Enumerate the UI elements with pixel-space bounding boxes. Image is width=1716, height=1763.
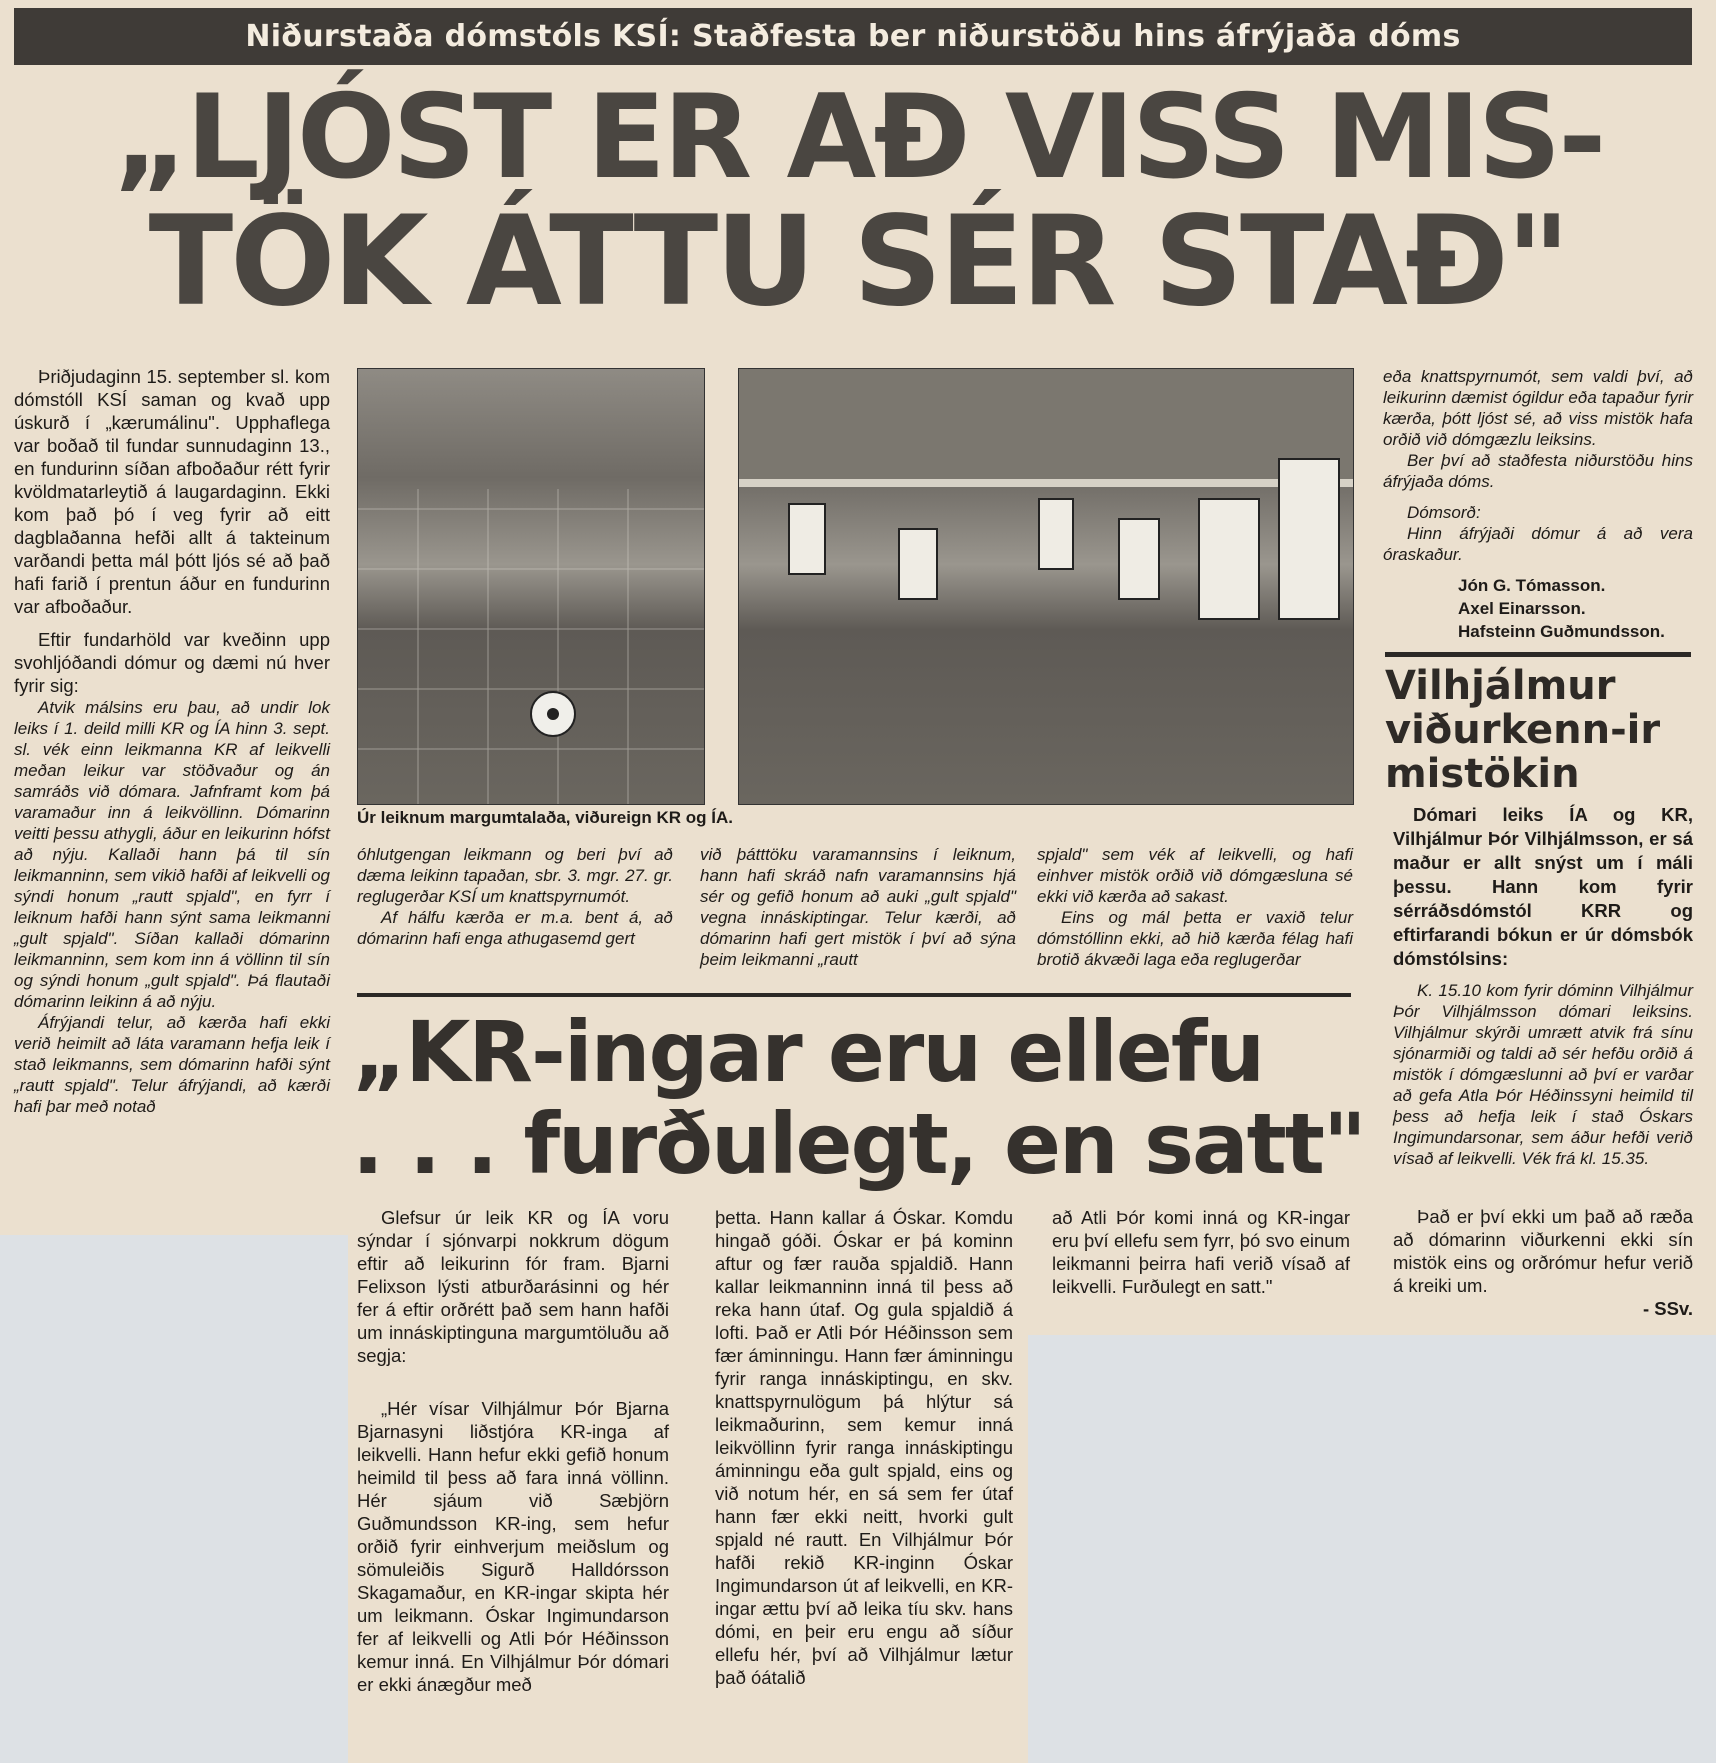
tv-column-3 [1052, 1206, 1350, 1298]
match-photo-left [357, 368, 705, 805]
goalnet-image [358, 369, 704, 804]
signature: Axel Einarsson. [1458, 599, 1586, 618]
court-record [1393, 980, 1693, 1169]
verdict-text: Af hálfu kærða er m.a. bent á, að dómarinn hafi enga athugasemd gert [357, 908, 673, 948]
verdict-label: Dómsorð: [1407, 503, 1481, 522]
paragraph: Það er því ekki um það að ræða að dómarinn viðurkenni ekki sín mistök eins og orðrómur hefur verið á kreiki um. [1393, 1206, 1693, 1296]
signature: Jón G. Tómasson. [1458, 576, 1606, 595]
photo-caption: Úr leiknum margumtalaða, viðureign KR og ÍA. [357, 808, 733, 827]
lead-paragraph: Dómari leiks ÍA og KR, Vilhjálmur Þór Vilhjálmsson, er sá maður er allt snýst um í máli þessu. Hann kom fyrir sérráðsdómstól KRR og eftirfarandi bókun er úr dómsbók dómstólsins: [1393, 804, 1693, 969]
quote-paragraph: „Hér vísar Vilhjálmur Þór Bjarna Bjarnasyni liðstjóra KR-inga af leikvelli. Hann hefur ekki gefið honum heimild til þess að fara inná völlinn. Hér sjáum við Sæbjörn Guðmundsson KR-ing, sem hefur orðið fyrir einhverjum meiðslum og sömuleiðis Sigurð Halldórsson Skagamaður, en KR-ingar skipta hér um leikmann. Óskar Ingimundarson fer af leikvelli og Atli Þór Héðinsson kemur inná. En Vilhjálmur Þór dómari er ekki ánægður með [357, 1398, 669, 1695]
verdict-text: Hinn áfrýjaði dómur á að vera óraskaður. [1383, 524, 1693, 564]
verdict-text: eða knattspyrnumót, sem valdi því, að leikurinn dæmist ógildur eða tapaður fyrir kærða, þótt ljóst sé, að viss mistök hafa orðið við dómgæzlu leiksins. [1383, 367, 1693, 449]
verdict-text: spjald" sem vék af leikvelli, og hafi einhver mistök orðið við dómgæsluna sé ekki við kærða að sakast. [1037, 845, 1353, 906]
headline-line-1: „LJÓST ER AÐ VISS MIS- [112, 70, 1604, 205]
section-banner: Niðurstaða dómstóls KSÍ: Staðfesta ber niðurstöðu hins áfrýjaða dóms [14, 8, 1692, 65]
right-divider [1385, 652, 1691, 657]
side-headline: Vilhjálmur viðurkenn-ir mistökin [1385, 663, 1661, 797]
headline-2-line-1: „KR-ingar eru ellefu [352, 1003, 1264, 1101]
headline-2-line-2: . . . furðulegt, en satt" [352, 1095, 1365, 1193]
headline-line-2: TÖK ÁTTU SÉR STAÐ" [148, 190, 1568, 334]
verdict-text: óhlutgengan leikmann og beri því að dæma leikinn tapaðan, sbr. 3. mgr. 27. gr. reglugerðar KSÍ um knattspyrnumót. [357, 845, 673, 906]
court-record-text: K. 15.10 kom fyrir dóminn Vilhjálmur Þór Vilhjálmsson dómari leiksins. Vilhjálmur skýrði umrætt atvik frá sínu sjónarmiði og taldi að sér hefðu orðið á mistök í dómgæslunni að því er varðar að gefa Atla Þór Héðinssyni heimild til þess að hefja leik í stað Óskars Ingimundarsonar, sem áður hefði verið vísað af leikvelli. Vék frá kl. 15.35. [1393, 981, 1693, 1168]
quote-paragraph: þetta. Hann kallar á Óskar. Komdu hingað góði. Óskar er þá kominn aftur og fær rauða spjaldið. Hann kallar leikmanninn inná til þess að reka hann útaf. Og gula spjaldið á lofti. Það er Atli Þór Héðinsson sem fær áminningu. Hann fær áminningu fyrir ranga innáskiptingu, en skv. knattspyrnulögum þá hlýtur sá leikmaðurinn, sem kemur inná leikvöllinn fyrir ranga innáskiptingu áminningu eða gult spjald, eins og við notum hér, en sá sem fer útaf hann fær ekki neitt, hvorki gult spjald né rautt. En Vilhjálmur Þór hafði rekið KR-inginn Óskar Ingimundarson út af leikvelli, en KR-ingar ættu því að leika tíu skv. hans dómi, en þeir eru engu að síður ellefu hér, því að Vilhjálmur lætur það óátalið [715, 1207, 1013, 1688]
verdict-text: Eins og mál þetta er vaxið telur dómstóllinn ekki, að hið kærða félag hafi brotið ákvæði laga eða reglugerðar [1037, 908, 1353, 969]
players-image [739, 369, 1353, 804]
tv-column-1 [357, 1206, 669, 1696]
verdict-text: Atvik málsins eru þau, að undir lok leiks í 1. deild milli KR og ÍA hinn 3. sept. sl. vék einn leikmanna KR af leikvelli meðan leikur var stöðvaður og án samráðs við dómara. Jafnframt kom þá varamaður inn á leikvöllinn. Dómarinn veitti þessu athygli, áður en leikurinn hófst að nýju. Kallaði hann þá til sín leikmanninn, sem vikið hafði af leikvelli og sýndi honum „rautt spjald", en fyrr í leiknum hafði hann sýnt sama leikmanni „gult spjald". Síðan kallaði dómarinn leikmanninn, sem kom inn á völlinn til sín og sýndi honum „gult spjald". Þá flautaði dómarinn leikinn á að nýju. [14, 698, 330, 1011]
verdict-text: við þátttöku varamannsins í leiknum, hann hafi skráð nafn varamannsins hjá sér og gefið honum að auki „gult spjald" vegna innáskiptingar. Telur kærði, að dómarinn hafi gert mistök í því að sýna þeim leikmanni „rautt [700, 845, 1016, 969]
paragraph: Þriðjudaginn 15. september sl. kom dómstóll KSÍ saman og kvað upp úskurð í „kærumálinu". Upphaflega var boðað til fundar sunnudaginn 13., en fundurinn síðan afboðaður rétt fyrir kvöldmatarleytið á laugardaginn. Ekki kom það þó í veg fyrir að eitt dagblaðanna hefði allt á takteinum varðandi þetta mál þótt ljós sé að það hafi farið í prentun áður en fundurinn var afboðaður. [14, 366, 330, 617]
quote-paragraph: að Atli Þór komi inná og KR-ingar eru því ellefu sem fyrr, þó svo einum leikmanni þeirra hafi verið vísað af leikvelli. Furðulegt en satt." [1052, 1207, 1350, 1297]
verdict-text: Ber því að staðfesta niðurstöðu hins áfrýjaða dóms. [1383, 451, 1693, 491]
article-column-right [1383, 366, 1693, 565]
article-column-4 [1037, 844, 1353, 970]
article-column-2 [357, 844, 673, 949]
paragraph: Eftir fundarhöld var kveðinn upp svohljóðandi dómur og dæmi nú hver fyrir sig: [14, 629, 330, 696]
article-column-right-end [1393, 1205, 1693, 1320]
tv-column-2 [715, 1206, 1013, 1689]
article-column-1 [14, 365, 330, 1117]
verdict-text: Áfrýjandi telur, að kærða hafi ekki verið heimilt að láta varamann hefja leik í stað leikmanns, sem dómarinn hafði sýnt „rautt spjald". Telur áfrýjandi, að kærði hafi þar með notað [14, 1013, 330, 1116]
paragraph: Glefsur úr leik KR og ÍA voru sýndar í sjónvarpi nokkrum dögum eftir að leikurinn fór fram. Bjarni Felixson lýsti atburðarásinni og hér fer á eftir orðrétt það sem hann hafði um innáskiptinguna margumtöluðu að segja: [357, 1207, 669, 1366]
byline: - SSv. [1642, 1298, 1693, 1319]
signature: Hafsteinn Guðmundsson. [1458, 622, 1665, 641]
section-divider [357, 993, 1351, 997]
match-photo-right [738, 368, 1354, 805]
article-column-3 [700, 844, 1016, 970]
